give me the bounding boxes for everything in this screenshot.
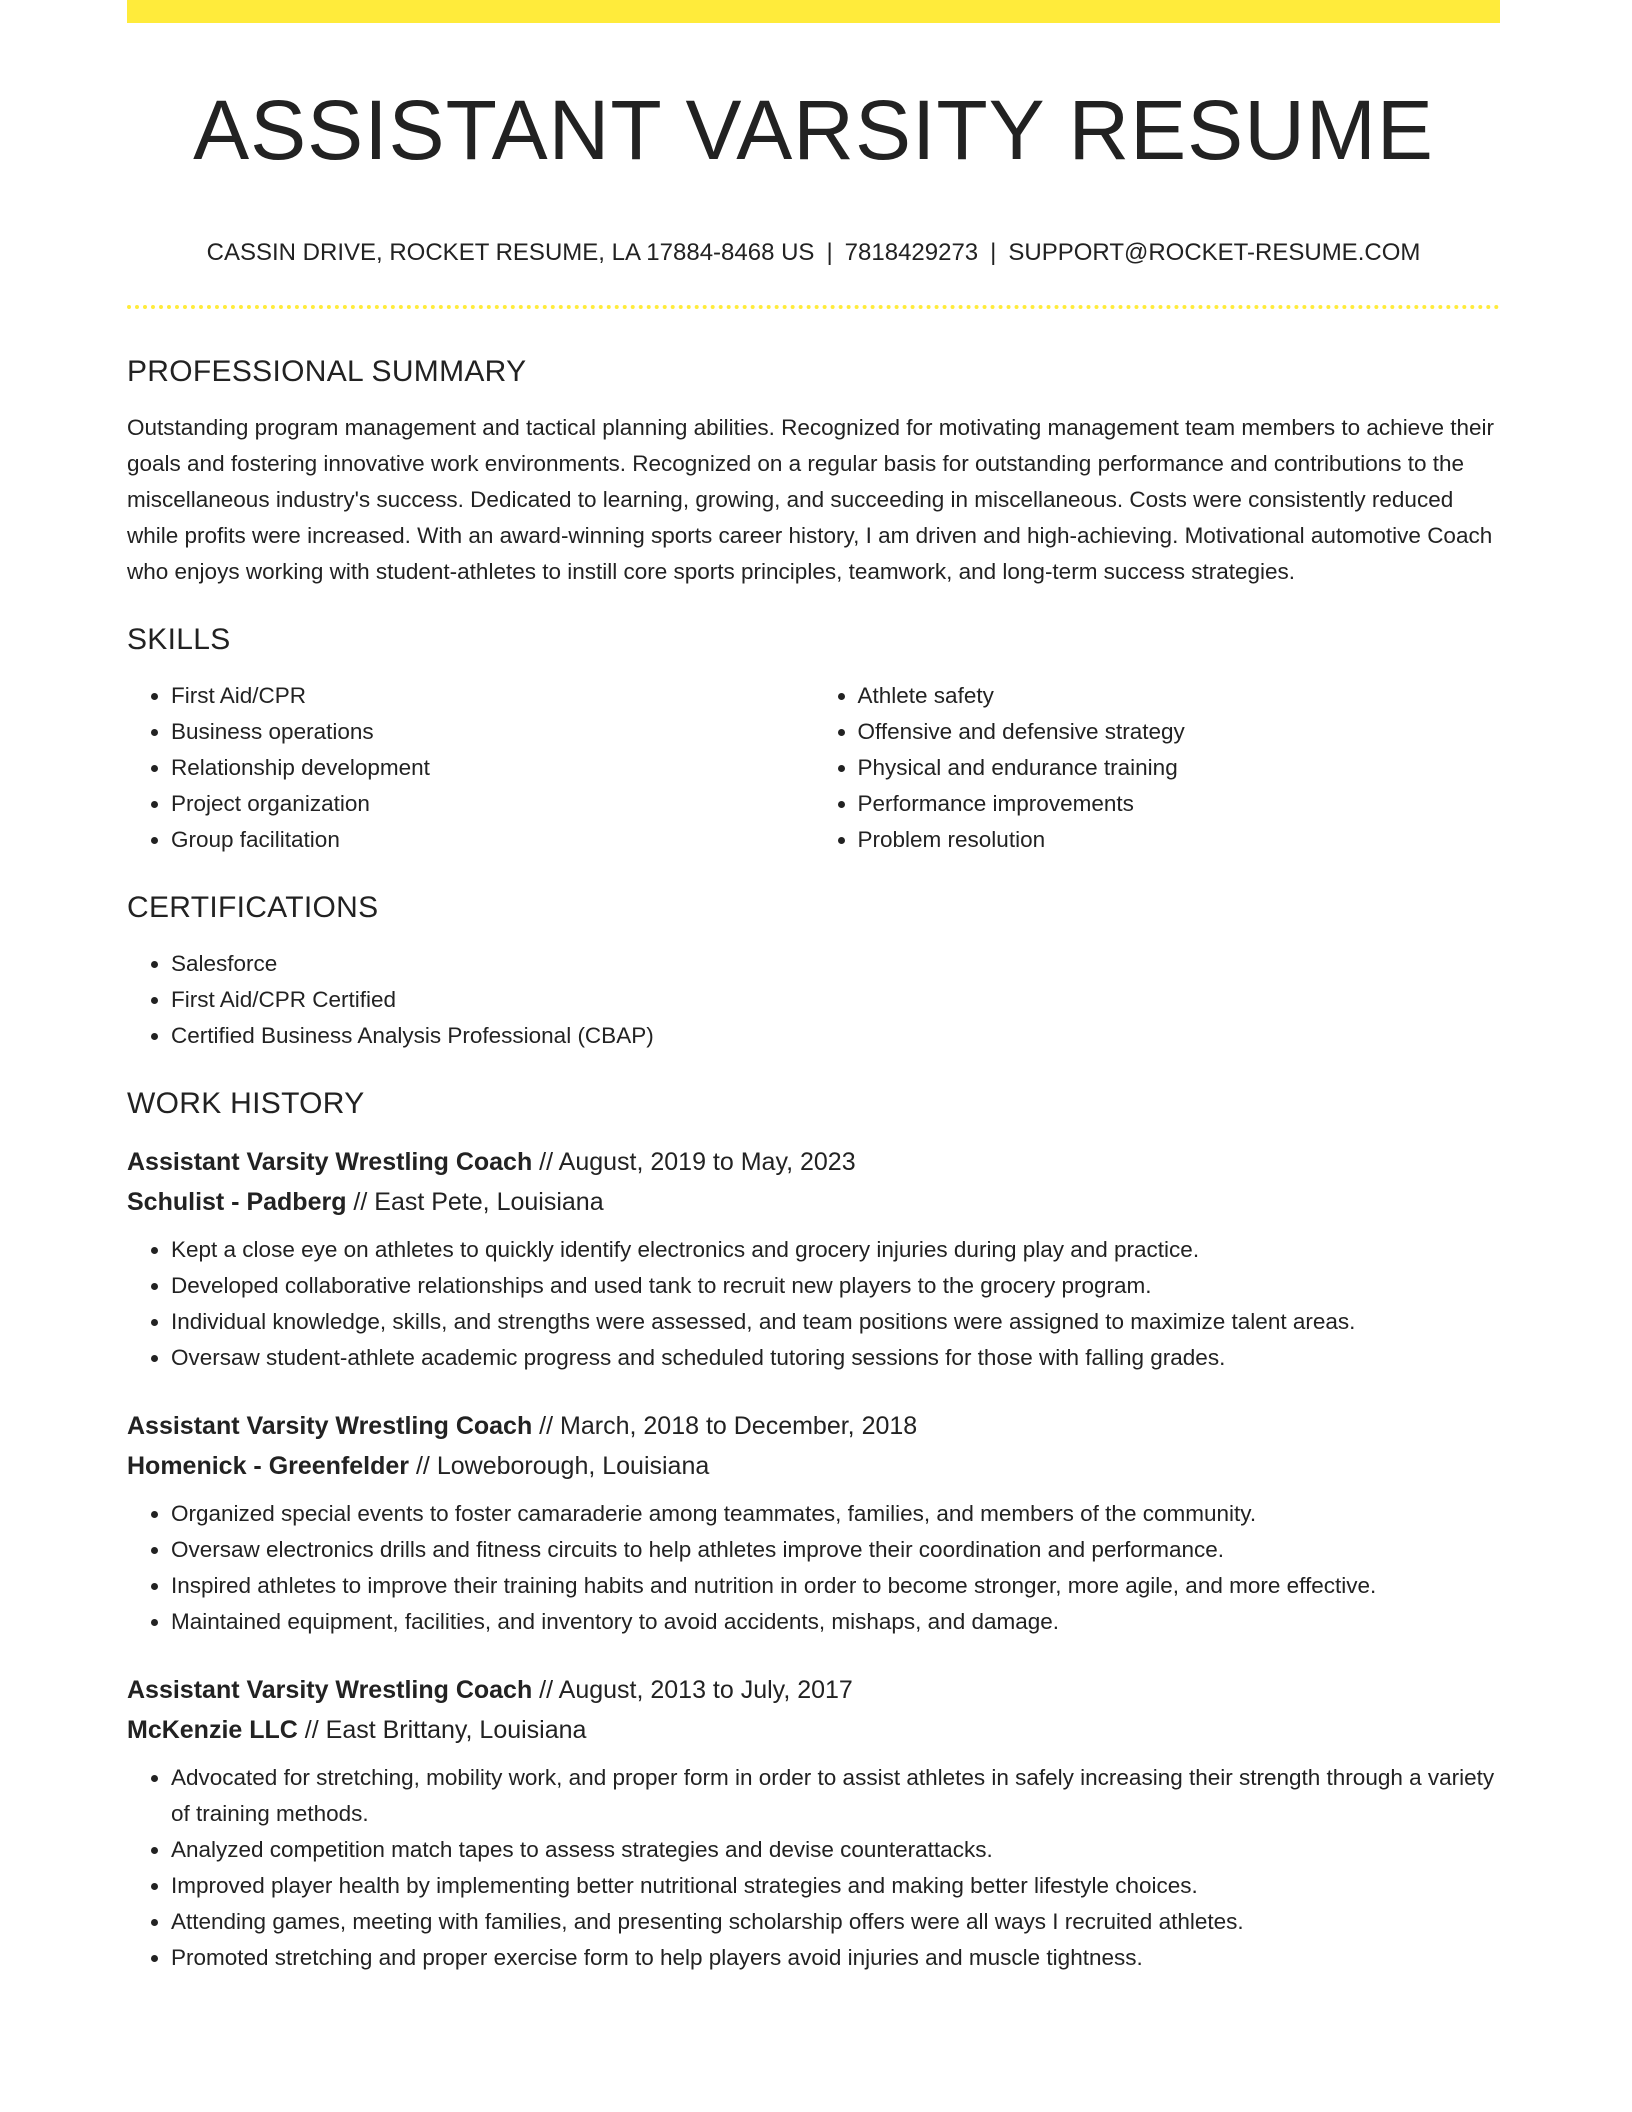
- skill-item: • First Aid/CPR: [171, 678, 814, 714]
- job-entry: [127, 1670, 1500, 1976]
- job-company-line: [127, 1182, 1500, 1222]
- job-location: East Pete, Louisiana: [374, 1188, 604, 1216]
- skills-right-list: [814, 678, 1501, 858]
- job-divider: //: [532, 1412, 561, 1440]
- dotted-divider: [127, 305, 1500, 309]
- job-bullets: [127, 1760, 1500, 1976]
- work-history-heading: WORK HISTORY: [127, 1087, 365, 1120]
- job-location: East Brittany, Louisiana: [325, 1716, 587, 1744]
- certifications-section: [127, 886, 1500, 1054]
- job-bullet: • Individual knowledge, skills, and strengths were assessed, and team positions were assigned to maximize talent areas.: [171, 1304, 1500, 1340]
- job-title-line: [127, 1406, 1500, 1446]
- contact-line: [127, 236, 1500, 270]
- certifications-list: [127, 946, 1500, 1054]
- skills-left-list: [127, 678, 814, 858]
- skill-item: • Relationship development: [171, 750, 814, 786]
- job-bullet: • Inspired athletes to improve their training habits and nutrition in order to become stronger, more agile, and more effective.: [171, 1568, 1500, 1604]
- job-bullet: • Advocated for stretching, mobility work, and proper form in order to assist athletes in safely increasing their strength through a variety of training methods.: [171, 1760, 1500, 1832]
- job-title-line: [127, 1142, 1500, 1182]
- skill-item: • Performance improvements: [858, 786, 1501, 822]
- job-dates: March, 2018 to December, 2018: [560, 1412, 918, 1440]
- job-title: Assistant Varsity Wrestling Coach: [127, 1676, 533, 1704]
- skill-item: • Physical and endurance training: [858, 750, 1501, 786]
- job-bullet: • Oversaw electronics drills and fitness circuits to help athletes improve their coordination and performance.: [171, 1532, 1500, 1568]
- job-divider: //: [297, 1716, 326, 1744]
- job-divider: //: [409, 1452, 437, 1480]
- job-dates: August, 2013 to July, 2017: [558, 1676, 853, 1704]
- contact-separator: |: [990, 239, 997, 266]
- job-entry: [127, 1406, 1500, 1640]
- job-title-line: [127, 1670, 1500, 1710]
- skill-item: • Business operations: [171, 714, 814, 750]
- job-title: Assistant Varsity Wrestling Coach: [127, 1412, 533, 1440]
- job-bullet: • Maintained equipment, facilities, and inventory to avoid accidents, mishaps, and damage.: [171, 1604, 1500, 1640]
- job-entry: [127, 1142, 1500, 1376]
- summary-heading: PROFESSIONAL SUMMARY: [127, 355, 527, 388]
- job-bullet: • Developed collaborative relationships and used tank to recruit new players to the grocery program.: [171, 1268, 1500, 1304]
- job-bullet: • Oversaw student-athlete academic progress and scheduled tutoring sessions for those with falling grades.: [171, 1340, 1500, 1376]
- contact-email[interactable]: SUPPORT@ROCKET-RESUME.COM: [1008, 239, 1421, 266]
- job-company: McKenzie LLC: [127, 1716, 298, 1744]
- job-bullet: • Analyzed competition match tapes to assess strategies and devise counterattacks.: [171, 1832, 1500, 1868]
- certification-item: • Salesforce: [171, 946, 1500, 982]
- skills-columns: [127, 678, 1500, 858]
- summary-section: [127, 350, 1500, 590]
- job-company-line: [127, 1710, 1500, 1750]
- job-location: Loweborough, Louisiana: [436, 1452, 710, 1480]
- skills-heading: SKILLS: [127, 623, 231, 656]
- skill-item: • Problem resolution: [858, 822, 1501, 858]
- job-bullet: • Promoted stretching and proper exercise form to help players avoid injuries and muscle tightness.: [171, 1940, 1500, 1976]
- job-company: Homenick - Greenfelder: [127, 1452, 410, 1480]
- job-dates: August, 2019 to May, 2023: [558, 1148, 856, 1176]
- contact-separator: |: [826, 239, 833, 266]
- job-bullet: • Organized special events to foster camaraderie among teammates, families, and members of the community.: [171, 1496, 1500, 1532]
- skill-item: • Offensive and defensive strategy: [858, 714, 1501, 750]
- skill-item: • Athlete safety: [858, 678, 1501, 714]
- resume-title: ASSISTANT VARSITY RESUME: [193, 83, 1434, 177]
- job-bullet: • Attending games, meeting with families, and presenting scholarship offers were all ways I recruited athletes.: [171, 1904, 1500, 1940]
- job-title: Assistant Varsity Wrestling Coach: [127, 1148, 533, 1176]
- contact-address: CASSIN DRIVE, ROCKET RESUME, LA 17884-8468 US: [206, 239, 815, 266]
- job-bullet: • Improved player health by implementing better nutritional strategies and making better lifestyle choices.: [171, 1868, 1500, 1904]
- certifications-heading: CERTIFICATIONS: [127, 891, 379, 924]
- job-divider: //: [346, 1188, 375, 1216]
- summary-text: Outstanding program management and tactical planning abilities. Recognized for motivating management team members to achieve their goals and fostering innovative work environments. Recognized on a regular basis for outstanding performance and contributions to the miscellaneous industry's success. Dedicated to learning, growing, and succeeding in miscellaneous. Costs were consistently reduced while profits were increased. With an award-winning sports career history, I am driven and high-achieving. Motivational automotive Coach who enjoys working with student-athletes to instill core sports principles, teamwork, and long-term success strategies.: [127, 415, 1494, 584]
- certification-item: • First Aid/CPR Certified: [171, 982, 1500, 1018]
- contact-phone: 7818429273: [844, 239, 979, 266]
- skills-section: [127, 618, 1500, 858]
- job-company-line: [127, 1446, 1500, 1486]
- work-history-section: [127, 1082, 1500, 1976]
- skill-item: • Group facilitation: [171, 822, 814, 858]
- job-company: Schulist - Padberg: [127, 1188, 347, 1216]
- job-divider: //: [532, 1148, 559, 1176]
- job-bullets: [127, 1496, 1500, 1640]
- job-divider: //: [532, 1676, 559, 1704]
- job-bullets: [127, 1232, 1500, 1376]
- skill-item: • Project organization: [171, 786, 814, 822]
- job-bullet: • Kept a close eye on athletes to quickly identify electronics and grocery injuries during play and practice.: [171, 1232, 1500, 1268]
- top-accent-bar: [127, 0, 1500, 23]
- certification-item: • Certified Business Analysis Professional (CBAP): [171, 1018, 1500, 1054]
- resume-content: [127, 350, 1500, 2006]
